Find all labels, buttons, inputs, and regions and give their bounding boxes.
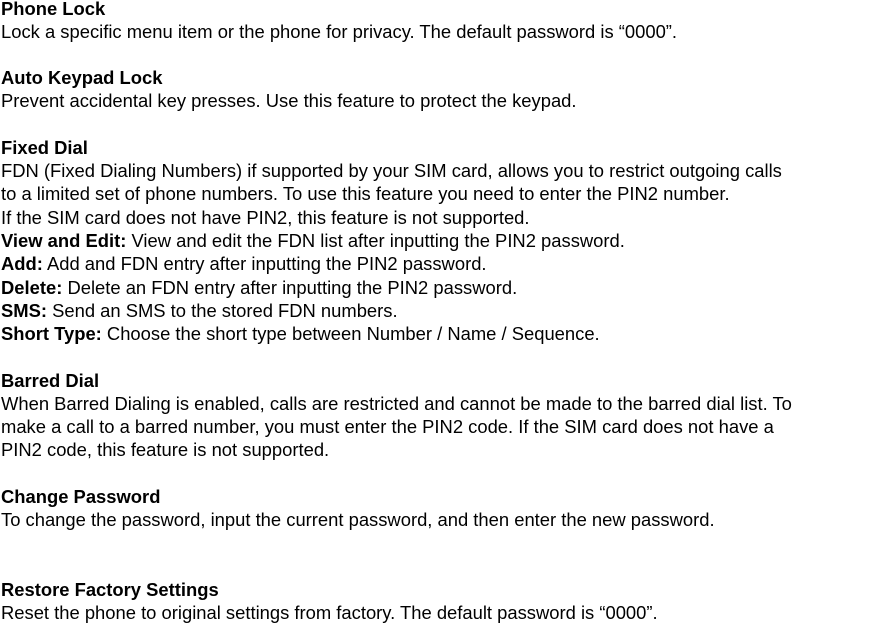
- fdn-option-label: Short Type:: [1, 323, 102, 344]
- phone-lock-heading: Phone Lock: [1, 0, 106, 19]
- fdn-option-label: SMS:: [1, 300, 47, 321]
- auto-keypad-lock-description: Prevent accidental key presses. Use this feature to protect the keypad.: [1, 90, 577, 111]
- barred-dial-description-line: make a call to a barred number, you must enter the PIN2 code. If the SIM card does not have a: [1, 416, 774, 437]
- restore-factory-description: Reset the phone to original settings from factory. The default password is “0000”.: [1, 602, 658, 623]
- restore-factory-heading: Restore Factory Settings: [1, 579, 219, 600]
- barred-dial-description-line: PIN2 code, this feature is not supported.: [1, 439, 330, 460]
- fdn-option-label: View and Edit:: [1, 230, 127, 251]
- fdn-option-label: Delete:: [1, 277, 63, 298]
- change-password-heading: Change Password: [1, 486, 161, 507]
- fixed-dial-description-line: FDN (Fixed Dialing Numbers) if supported by your SIM card, allows you to restrict outgoing calls: [1, 160, 782, 181]
- fixed-dial-heading: Fixed Dial: [1, 137, 88, 158]
- fdn-option-delete: [1, 277, 517, 299]
- barred-dial-description-line: When Barred Dialing is enabled, calls are restricted and cannot be made to the barred dial list. To: [1, 393, 792, 414]
- fdn-option-text: View and edit the FDN list after inputting the PIN2 password.: [126, 230, 625, 251]
- fdn-option-text: Choose the short type between Number / Name / Sequence.: [101, 323, 600, 344]
- fdn-option-text: Add and FDN entry after inputting the PIN2 password.: [42, 253, 487, 274]
- fdn-option-view-edit: [1, 230, 625, 252]
- fdn-option-add: [1, 253, 487, 275]
- fdn-option-short-type: [1, 323, 600, 345]
- fdn-option-label: Add:: [1, 253, 43, 274]
- fdn-option-text: Delete an FDN entry after inputting the PIN2 password.: [62, 277, 518, 298]
- auto-keypad-lock-heading: Auto Keypad Lock: [1, 67, 163, 88]
- fixed-dial-description-line: If the SIM card does not have PIN2, this feature is not supported.: [1, 207, 530, 228]
- barred-dial-heading: Barred Dial: [1, 370, 100, 391]
- change-password-description: To change the password, input the current password, and then enter the new password.: [1, 509, 715, 530]
- phone-lock-description: Lock a specific menu item or the phone for privacy. The default password is “0000”.: [1, 21, 678, 42]
- fdn-option-text: Send an SMS to the stored FDN numbers.: [46, 300, 398, 321]
- fixed-dial-description-line: to a limited set of phone numbers. To use this feature you need to enter the PIN2 number.: [1, 183, 730, 204]
- fdn-option-sms: [1, 300, 398, 322]
